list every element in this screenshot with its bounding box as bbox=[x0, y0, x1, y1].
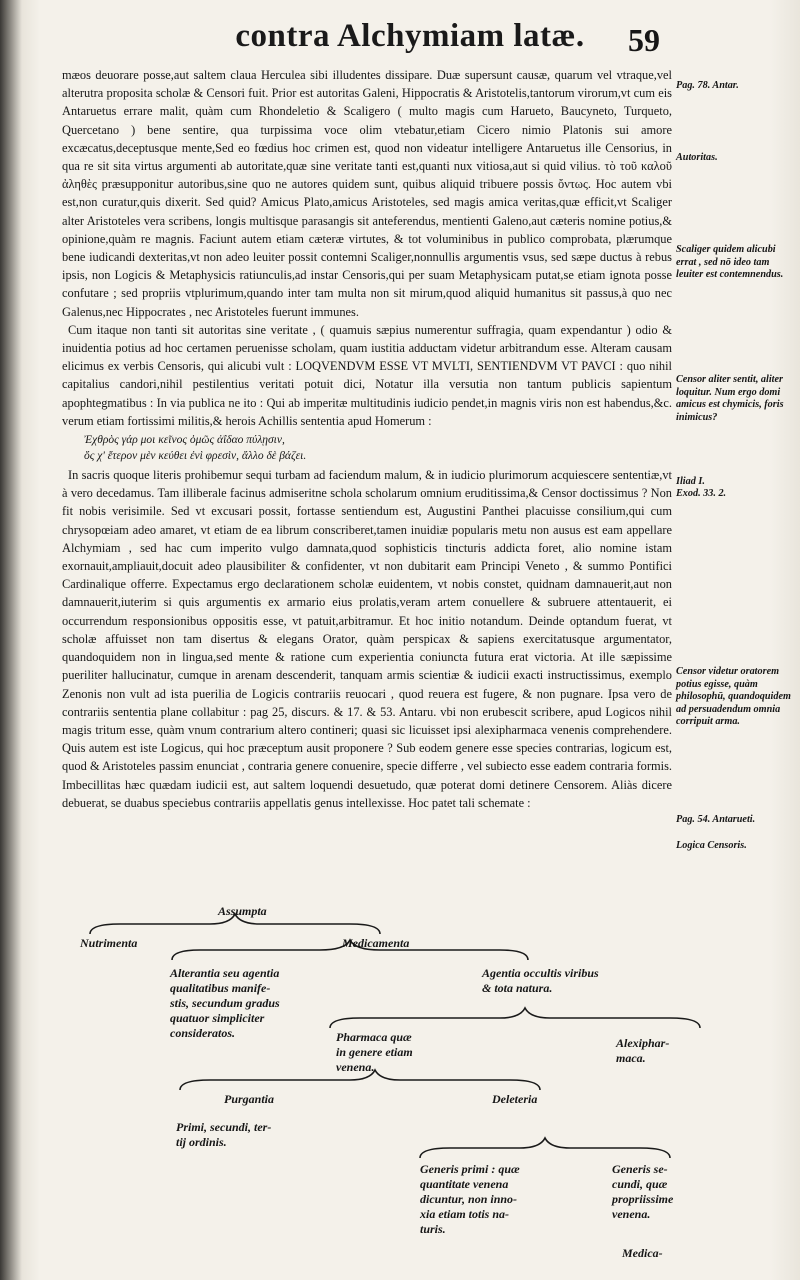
node-medicamenta: Medicamenta bbox=[342, 936, 410, 950]
margin-note-pag78: Pag. 78. Antar. bbox=[676, 80, 739, 91]
paragraph-1: mæos deuorare posse,aut saltem claua Herculea sibi illudentes dissipare. Duæ supersunt causæ, quarum vel vtraque,vel alterutra proposita scholæ & Censori fuit. Prior est autoritas Galeni, Hippocratis & Aristotelis,tantorum virorum,vt cum eis Antaruetus errare malit, quàm cum Rhondeletio & Scaligero ( multo magis cum Harueto, Baucyneto, Turqueto, Quercetano ) bene sentire, qua turpissima voce olim vtebatur,etiam Cicero nimio Platonis sui amore excæcatus,deceptusque mente,Sed eo fœdius hoc crimen est, quod non videatur intelligere Antaruetus ille Censorius, in qua re sit sita virtus argumenti ab autoritate,quæ sine veritate tanti est,quanti nux vitiosa,aut si quid vilius. τὸ τοῦ καλοῦ ἀληθὲς præsupponitur autoribus,sine quo ne autores quidem sunt, quibus aliquid tribuere possis ὄντως. Hoc autem vbi est,non curatur,quis dixerit. Sed quid? Amicus Plato,amicus Aristoteles, sed magis amica veritas,quæ efficit,vt Scaliger alter Aristoteles vera scribens, longis multisque parasangis sit anteferendus, mentienti Galeno,aut cæteris nomine potius,& opinione,quàm re magnis. Faciunt autem etiam cæteræ virtutes, & tot voluminibus in publico comprobata, plærumque bene iudicandi dexteritas,vt non adeo leuiter possit contemni Scaliger,nonnullis argumentis vsus, sed sæpe ductus à rebus ipsis, non Logicis & Metaphysicis ratiunculis,ad instar Censoris,qui per suam Metaphysicam putat,se etiam ignota posse confutare ; sed propriis vtplurimum,quando inter tam multa non sit mirum,quod aliquid humanitus sit passus,à quo nec Galenus,nec Hippocrates , nec Aristoteles fuerunt immunes. bbox=[62, 68, 672, 319]
paragraph-2: Cum itaque non tanti sit autoritas sine veritate , ( quamuis sæpius numerentur suffragia, quam expendantur ) odio & inuidentia potius ad hoc certamen peruenisse scholam, quam iustitia adductam videtur arbitrandum esse. Alteram causam elicimus ex verbis Censoris, qui alicubi vult : LOQVENDVM ESSE VT MVLTI, SENTIENDVM VT PAVCI : quo nihil capitalius candori,nihil pestilentius veritati potuit dici, Notatur illa versutia non tantum publicis sapientum apophtegmatibus : In via publica ne ito : Qui ab imperitæ multitudinis iudicio pendet,in magnis viris non est habendus,&c. verum etiam fortissimi militis,& herois Achillis sententia apud Homerum : bbox=[62, 322, 672, 428]
margin-note-censor-orator: Censor videtur oratorem potius egisse, quàm philosophū, quandoquidem ad persuadendum omnia corripuit arma. bbox=[676, 666, 791, 727]
margin-note-scaliger: Scaliger quidem alicubi errat , sed nō ideo tam leuiter est contemnendus. bbox=[676, 244, 784, 280]
page-number: 59 bbox=[628, 22, 660, 58]
margin-note-censor-aliter: Censor aliter sentit, aliter loquitur. Num ergo domi amicus est chymicis, foris inimicus? bbox=[676, 374, 784, 423]
node-generis-secundi: Generis se- cundi, quæ propriissime venena. bbox=[612, 1162, 674, 1221]
margin-note-pag54: Pag. 54. Antarueti. bbox=[676, 814, 756, 825]
main-text-block bbox=[62, 66, 672, 896]
brace-agentia bbox=[330, 1008, 700, 1028]
classification-schema bbox=[60, 900, 750, 1270]
node-deleteria: Deleteria bbox=[492, 1092, 538, 1106]
node-alexipharmaca: Alexiphar- maca. bbox=[616, 1036, 670, 1065]
node-agentia-occultis: Agentia occultis viribus & tota natura. bbox=[482, 966, 599, 995]
running-title: contra Alchymiam latæ. bbox=[235, 18, 585, 54]
node-generis-primi: Generis primi : quæ quantitate venena dicuntur, non inno- xia etiam totis na- turis. bbox=[420, 1162, 520, 1236]
margin-note-exod: Exod. 33. 2. bbox=[676, 488, 727, 499]
margin-note-logica: Logica Censoris. bbox=[676, 840, 747, 851]
node-purgantia: Purgantia bbox=[224, 1092, 275, 1106]
node-assumpta: Assumpta bbox=[218, 904, 267, 918]
margin-notes bbox=[676, 66, 794, 886]
paragraph-3: In sacris quoque literis prohibemur sequi turbam ad faciendum malum, & in iudicio plurimorum acquiescere sententiæ,vt à vero decedamus. Tam illiberale facinus admiseritne schola scholarum omnium eruditissima,& Censor doctissimus ? Non fit nobis verisimile. Sed vt excusari possit, fortasse sentiendum est, Augustini Panthei placuisse consilium,qui cum chrysopœiam adeo amaret, vt etiam de ea librum conscriberet,tamen inuidiæ popularis metu non ausus est eam appellare Alchymiam , sed hac cum imperito vulgo damnata,quod sophisticis tincturis addicta foret, alio nomine istam exornauit,ampliauit,docuit adeo plausibiliter & confidenter, vt non dubitarit eam Principi Veneto , & summo Pontifici Cardinalique offerre. Expectamus ergo declarationem scholæ euidentem, vt nobis constet, quidnam damnauerit,aut non damnauerit,iuterim si quis argumentis ex armario eius prolatis,veram artem conuellere & subruere attentauerit, ei occurrendum responsionibus oppositis esse, vt patuit,arbitramur. Et hoc initio notandum. Deinde optandum fuerat, vt scholæ affuisset non tam disertus & elegans Orator, quàm perspicax & sapiens exercitatusque argumentator, quandoquidem non in lingua,sed mente & ratione cum experientia coniuncta futura erat victoria. At ille sæpissime pueriliter hallucinatur, cumque in arenam descenderit, tanquam armis scientiæ & iudicii exacti instructissimus, exemplo Zenonis non vult ad ista puerilia de Logicis contrariis reuocari , quod reuera est fugere, & non pugnare. Ipsa vero de contrariis sententia plane collabitur : pag 25, discurs. & 17. & 53. Antaru. vbi non erubescit scribere, apud Logicos nihil magis tritum esse, quàm vnum contrarium altero contineri; quasi sic licuisset ipsi alexipharmaca venenis comprehendere. Quis autem est iste Logicus, qui hoc præceptum ausit proponere ? Sub eodem genere esse species contrarias, logicum est, quod & Aristoteles passim enunciat , contraria genere conuenire, specie differre , vel subiecto esse eadem contraria formis. Imbecillitas hæc quædam iudicii est, aut saltem loquendi desuetudo, quæ poterat domi detinere Censorem. Aliàs dicere debuerat, se duabus speciebus contrariis appellatis genus intellexisse. Hoc patet tali schemate : bbox=[62, 468, 672, 810]
homer-verse bbox=[84, 432, 672, 464]
greek-line-2: ὅς χ' ἕτερον μὲν κεύθει ἐνὶ φρεσὶν, ἄλλο δὲ βάζει. bbox=[84, 450, 307, 463]
node-primi-secundi: Primi, secundi, ter- tij ordinis. bbox=[176, 1120, 272, 1149]
brace-deleteria bbox=[420, 1138, 670, 1158]
node-alterantia: Alterantia seu agentia qualitatibus manife- stis, secundum gradus quatuor simpliciter consideratos. bbox=[170, 966, 280, 1040]
catchword: Medica- bbox=[622, 1246, 663, 1260]
greek-line-1: Ἐχθρὸς γάρ μοι κεῖνος ὁμῶς ἀΐδαο πύλῃσιν, bbox=[84, 434, 285, 447]
margin-note-iliad: Iliad I. bbox=[676, 476, 705, 487]
margin-note-autoritas: Autoritas. bbox=[676, 152, 718, 163]
node-pharmaca: Pharmaca quæ in genere etiam venena. bbox=[336, 1030, 413, 1074]
node-nutrimenta: Nutrimenta bbox=[80, 936, 138, 950]
